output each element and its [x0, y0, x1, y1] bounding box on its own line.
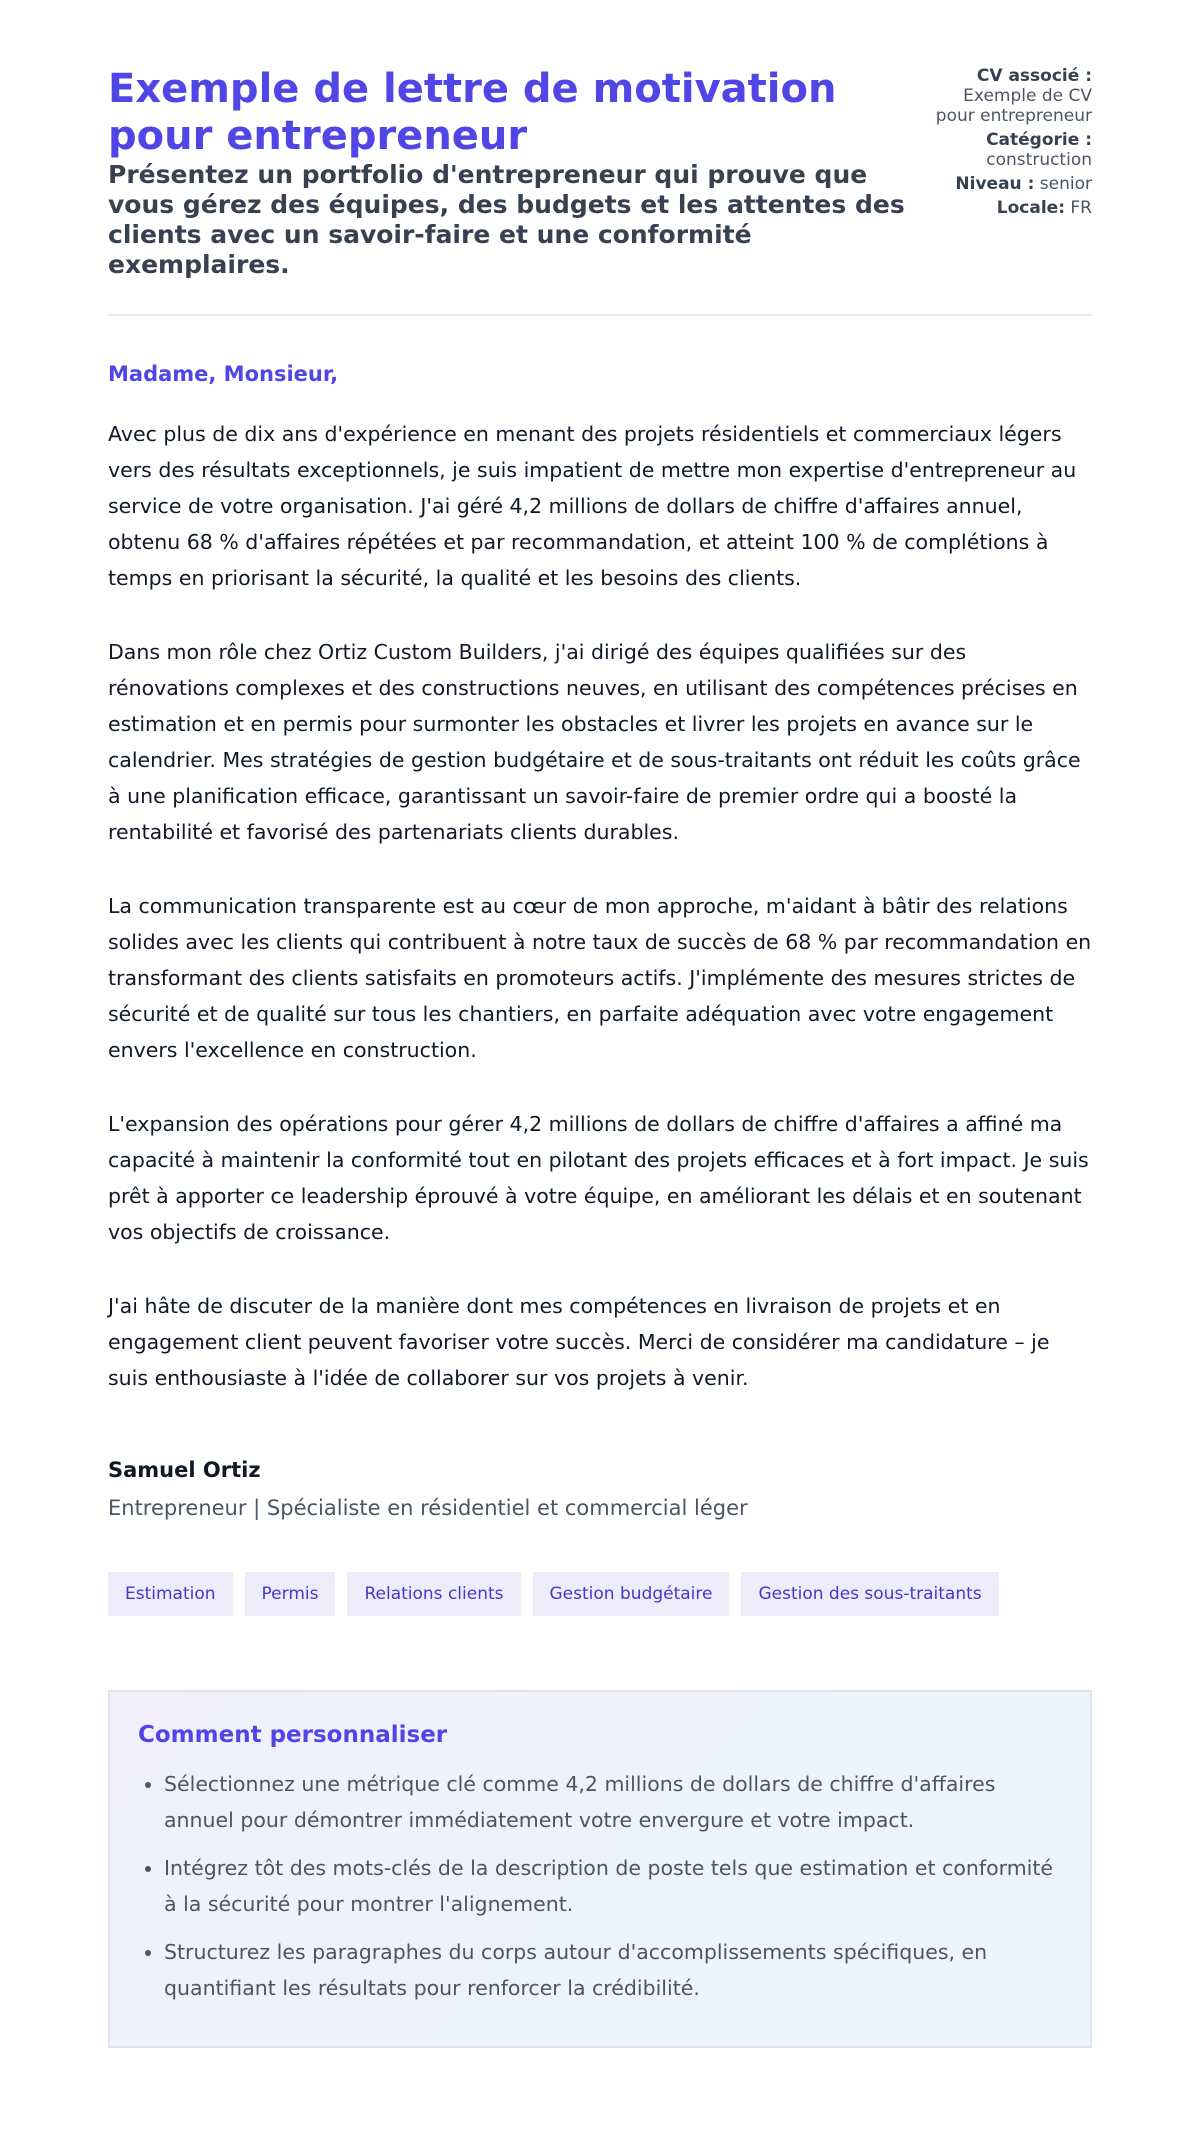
- skill-tags: [108, 1572, 1092, 1616]
- cover-letter-page: [108, 66, 1092, 2048]
- title-block: [108, 66, 908, 280]
- meta-cv: [922, 66, 1092, 126]
- meta-locale-value: FR: [1070, 198, 1092, 218]
- meta-locale: [922, 198, 1092, 218]
- page-header: [108, 66, 1092, 316]
- letter-paragraph: La communication transparente est au cœur de mon approche, m'aidant à bâtir des relations solides avec les clients qui contribuent à notre taux de succès de 68 % par recommandation en transformant des clients satisfaits en promoteurs actifs. J'implémente des mesures strictes de sécurité et de qualité sur tous les chantiers, en parfaite adéquation avec votre engagement envers l'excellence en construction.: [108, 894, 1092, 1062]
- customization-tips: [108, 1690, 1092, 2048]
- tip-item: • Sélectionnez une métrique clé comme 4,2 millions de dollars de chiffre d'affaires annuel pour démontrer immédiatement votre envergure et votre impact.: [164, 1766, 1062, 1838]
- skill-tag: Estimation: [108, 1572, 233, 1616]
- meta-panel: [922, 66, 1092, 222]
- letter-paragraph: J'ai hâte de discuter de la manière dont mes compétences en livraison de projets et en engagement client peuvent favoriser votre succès. Merci de considérer ma candidature – je suis enthousiaste à l'idée de collaborer sur vos projets à venir.: [108, 1294, 1050, 1390]
- letter-paragraph: L'expansion des opérations pour gérer 4,2 millions de dollars de chiffre d'affaires a affiné ma capacité à maintenir la conformité tout en pilotant des projets efficaces et à fort impact. Je suis prêt à apporter ce leadership éprouvé à votre équipe, en améliorant les délais et en soutenant vos objectifs de croissance.: [108, 1112, 1089, 1244]
- page-subtitle: Présentez un portfolio d'entrepreneur qui prouve que vous gérez des équipes, des budgets et les attentes des clients avec un savoir-faire et une conformité exemplaires.: [108, 160, 905, 279]
- skill-tag: Gestion des sous-traitants: [741, 1572, 998, 1616]
- tip-item: • Intégrez tôt des mots-clés de la description de poste tels que estimation et conformité à la sécurité pour montrer l'alignement.: [164, 1850, 1062, 1922]
- tips-list: [138, 1766, 1062, 2006]
- meta-cv-label: CV associé :: [976, 66, 1092, 86]
- tip-item: • Structurez les paragraphes du corps autour d'accomplissements spécifiques, en quantifiant les résultats pour renforcer la crédibilité.: [164, 1934, 1062, 2006]
- letter-paragraph: Dans mon rôle chez Ortiz Custom Builders, j'ai dirigé des équipes qualifiées sur des rénovations complexes et des constructions neuves, en utilisant des compétences précises en estimation et en permis pour surmonter les obstacles et livrer les projets en avance sur le calendrier. Mes stratégies de gestion budgétaire et de sous-traitants ont réduit les coûts grâce à une planification efficace, garantissant un savoir-faire de premier ordre qui a boosté la rentabilité et favorisé des partenariats clients durables.: [108, 640, 1081, 844]
- letter-body: [108, 416, 1092, 1396]
- signature-name: Samuel Ortiz: [108, 1458, 261, 1482]
- meta-level-label: Niveau :: [955, 174, 1035, 194]
- page-title: Exemple de lettre de motivation pour entrepreneur: [108, 66, 837, 159]
- letter-paragraph: Avec plus de dix ans d'expérience en menant des projets résidentiels et commerciaux légers vers des résultats exceptionnels, je suis impatient de mettre mon expertise d'entrepreneur au service de votre organisation. J'ai géré 4,2 millions de dollars de chiffre d'affaires annuel, obtenu 68 % d'affaires répétées et par recommandation, et atteint 100 % de complétions à temps en priorisant la sécurité, la qualité et les besoins des clients.: [108, 422, 1077, 590]
- meta-locale-label: Locale:: [996, 198, 1065, 218]
- signature-title: Entrepreneur | Spécialiste en résidentiel et commercial léger: [108, 1496, 748, 1520]
- meta-category: [922, 130, 1092, 170]
- meta-level: [922, 174, 1092, 194]
- letter-greeting: Madame, Monsieur,: [108, 362, 339, 386]
- meta-level-value: senior: [1039, 174, 1092, 194]
- meta-category-value: construction: [986, 150, 1092, 170]
- meta-cv-value[interactable]: Exemple de CV pour entrepreneur: [935, 86, 1092, 126]
- skill-tag: Relations clients: [347, 1572, 520, 1616]
- skill-tag: Permis: [245, 1572, 336, 1616]
- tips-title: Comment personnaliser: [138, 1722, 448, 1748]
- skill-tag: Gestion budgétaire: [533, 1572, 730, 1616]
- meta-category-label: Catégorie :: [986, 130, 1092, 150]
